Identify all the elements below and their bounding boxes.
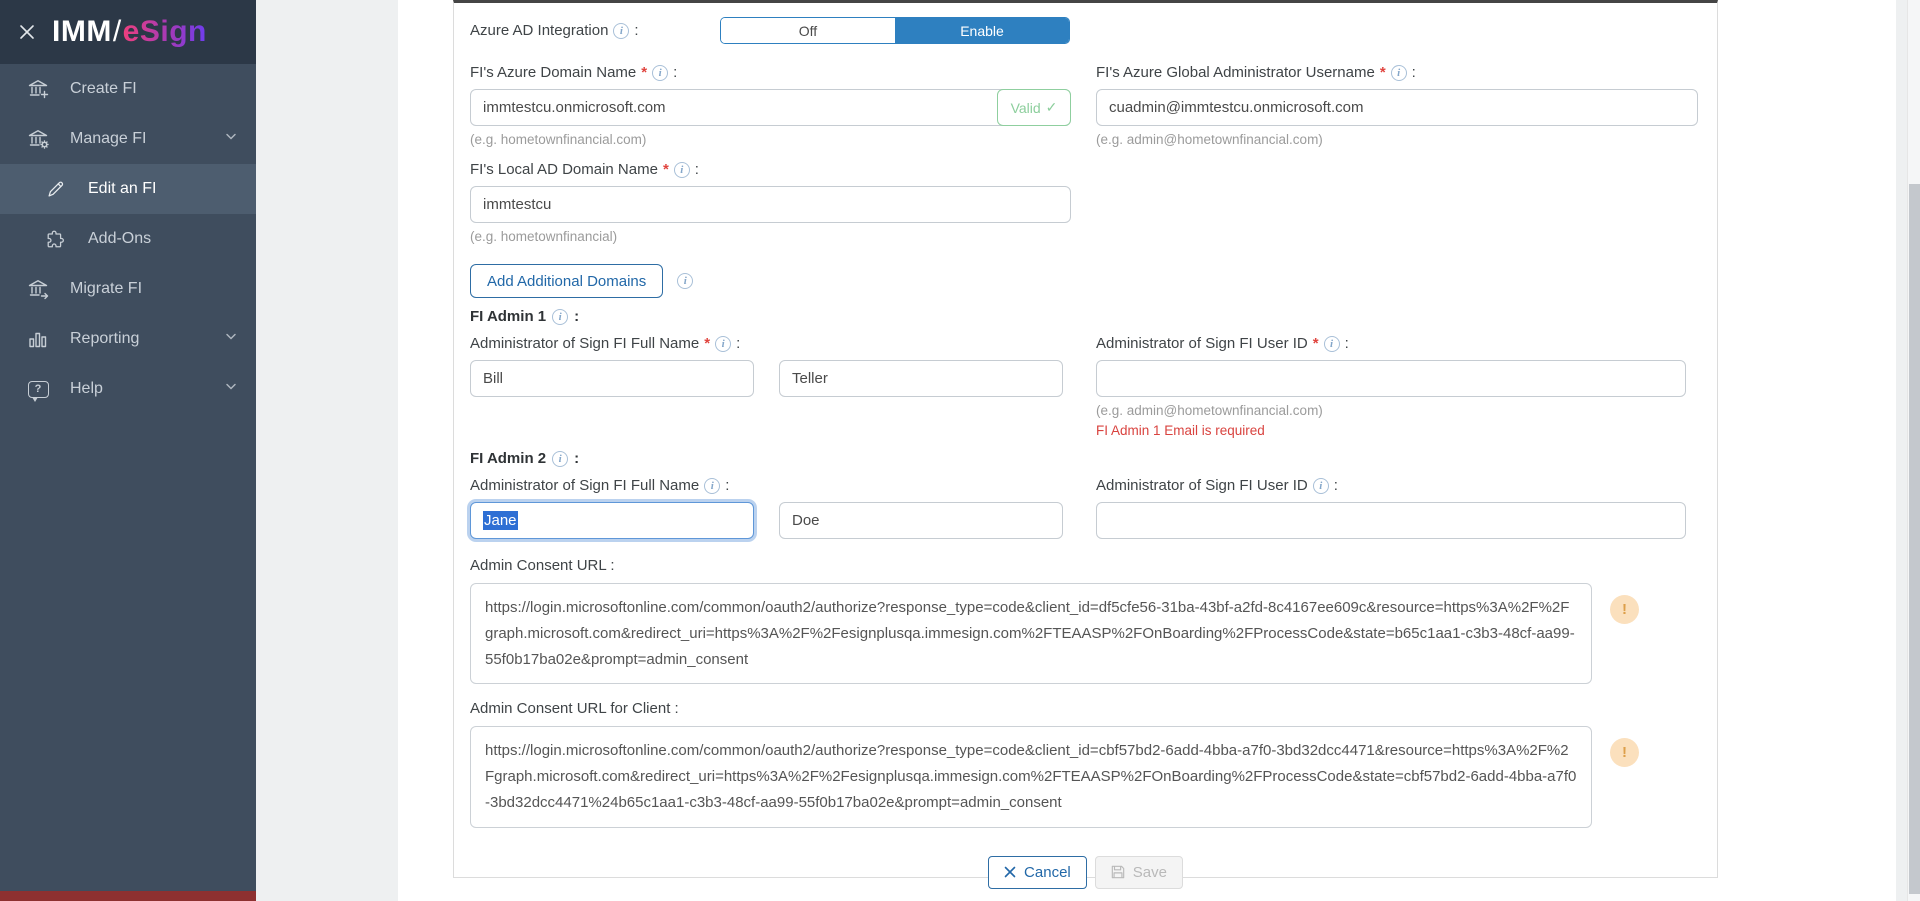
close-sidebar-icon[interactable] (18, 23, 36, 41)
admin-consent-url-client-box[interactable]: https://login.microsoftonline.com/common/oauth2/authorize?response_type=code&client_id=cbf57bd2-6add-4bba-a7f0-3bd32dcc4471&resource=https%3A%2F%2Fgraph.microsoft.com&redirect_uri=https%3A%2F%2Fesignplusqa.immesign.com%2FTEAASP%2FOnBoarding%2FProcessCode&state=cbf57bd2-6add-4bba-a7f0-3bd32dcc4471%24b65c1aa1-c3b3-48cf-aa99-55f0b17ba02e&prompt=admin_consent (470, 726, 1592, 827)
add-domains-row (470, 264, 1701, 298)
toggle-off-button[interactable]: Off (721, 18, 895, 43)
toggle-enable-button[interactable]: Enable (895, 18, 1069, 43)
info-icon[interactable]: i (552, 451, 568, 467)
puzzle-icon (44, 227, 68, 251)
local-ad-domain-helper: (e.g. hometownfinancial) (470, 229, 618, 244)
admin2-userid-label: Administrator of Sign FI User ID i : (1096, 477, 1338, 494)
info-icon[interactable]: i (1313, 478, 1329, 494)
info-icon[interactable]: i (677, 273, 693, 289)
sidebar-header (0, 0, 256, 64)
admin1-email-error: FI Admin 1 Email is required (1096, 423, 1265, 438)
azure-domain-row (470, 64, 1701, 147)
admin1-last-name-input[interactable] (779, 360, 1063, 397)
question-glyph: ? (34, 383, 42, 395)
admin2-userid-input[interactable] (1096, 502, 1686, 539)
save-floppy-icon (1111, 865, 1125, 879)
sidebar (0, 0, 256, 891)
admin-consent-url-box[interactable]: https://login.microsoftonline.com/common/oauth2/authorize?response_type=code&client_id=df5cfe56-31ba-43bf-a2fd-8c4167ee609c&resource=https%3A%2F%2Fgraph.microsoft.com&redirect_uri=https%3A%2F%2Fesignplusqa.immesign.com%2FTEAASP%2FOnBoarding%2FProcessCode&state=b65c1aa1-c3b3-48cf-aa99-55f0b17ba02e&prompt=admin_consent (470, 583, 1592, 684)
admin1-first-name-input[interactable] (470, 360, 754, 397)
admin-consent-url-client-section (470, 700, 1701, 827)
bar-chart-icon (26, 327, 50, 351)
sidebar-item-label: Reporting (70, 330, 140, 347)
admin-consent-url-label: Admin Consent URL : (470, 557, 615, 574)
sidebar-item-edit-an-fi[interactable] (0, 164, 256, 214)
warning-icon[interactable]: ! (1610, 595, 1639, 624)
sidebar-item-label: Add-Ons (88, 230, 152, 247)
azure-ad-toggle (720, 17, 1070, 44)
admin1-userid-input[interactable] (1096, 360, 1686, 397)
cancel-x-icon (1004, 866, 1016, 878)
azure-admin-username-helper: (e.g. admin@hometownfinancial.com) (1096, 132, 1323, 147)
admin-consent-url-client-label: Admin Consent URL for Client : (470, 700, 679, 718)
pencil-icon (44, 177, 68, 201)
fi-admin2-row (470, 477, 1701, 539)
sidebar-bottom-bar (0, 891, 256, 901)
sidebar-item-help[interactable] (0, 364, 256, 414)
admin2-fullname-label: Administrator of Sign FI Full Name i : (470, 477, 730, 494)
help-bubble-icon (26, 377, 50, 401)
azure-admin-username-input[interactable] (1096, 89, 1698, 126)
info-icon[interactable]: i (652, 65, 668, 81)
logo-slash: / (112, 15, 122, 48)
chevron-down-icon (224, 380, 238, 399)
warning-icon[interactable]: ! (1610, 738, 1639, 767)
sidebar-item-migrate-fi[interactable] (0, 264, 256, 314)
local-ad-domain-label: FI's Local AD Domain Name * i : (470, 161, 699, 178)
admin1-userid-label: Administrator of Sign FI User ID * i : (1096, 335, 1349, 352)
info-icon[interactable]: i (674, 162, 690, 178)
azure-domain-input[interactable] (470, 89, 1071, 126)
logo-esign: eSign (122, 15, 207, 48)
bank-gear-icon (26, 127, 50, 151)
local-ad-domain-input[interactable] (470, 186, 1071, 223)
azure-ad-integration-row (470, 17, 1701, 44)
local-ad-domain-row (470, 161, 1701, 244)
sidebar-item-label: Create FI (70, 80, 137, 97)
sidebar-item-add-ons[interactable] (0, 214, 256, 264)
sidebar-item-reporting[interactable] (0, 314, 256, 364)
logo-imm: IMM (52, 15, 112, 48)
scrollbar-thumb[interactable] (1909, 184, 1920, 894)
admin2-first-name-input[interactable] (470, 502, 754, 539)
sidebar-item-label: Migrate FI (70, 280, 143, 297)
azure-domain-helper: (e.g. hometownfinancial.com) (470, 132, 647, 147)
bank-arrow-icon (26, 277, 50, 301)
selected-text: Jane (484, 512, 517, 529)
info-icon[interactable]: i (704, 478, 720, 494)
fi-admin1-row (470, 335, 1701, 438)
fi-admin1-heading: FI Admin 1 i : (470, 308, 580, 325)
sidebar-item-manage-fi[interactable] (0, 114, 256, 164)
chevron-down-icon (224, 130, 238, 149)
add-additional-domains-button[interactable]: Add Additional Domains (470, 264, 663, 298)
admin-consent-url-section (470, 557, 1701, 684)
bank-plus-icon (26, 77, 50, 101)
admin2-last-name-input[interactable] (779, 502, 1063, 539)
info-icon[interactable]: i (715, 336, 731, 352)
form-actions (470, 856, 1701, 889)
chevron-down-icon (224, 330, 238, 349)
info-icon[interactable]: i (613, 23, 629, 39)
admin1-fullname-label: Administrator of Sign FI Full Name * i : (470, 335, 741, 352)
admin1-userid-helper: (e.g. admin@hometownfinancial.com) (1096, 403, 1323, 418)
sidebar-item-create-fi[interactable] (0, 64, 256, 114)
sidebar-menu (0, 64, 256, 414)
valid-status-badge: Valid ✓ (997, 89, 1071, 126)
info-icon[interactable]: i (1324, 336, 1340, 352)
save-button[interactable]: Save (1095, 856, 1183, 889)
fi-admin2-heading: FI Admin 2 i : (470, 450, 580, 467)
edit-fi-form-card (453, 0, 1718, 881)
app-logo (52, 15, 207, 49)
azure-admin-username-label: FI's Azure Global Administrator Username * i : (1096, 64, 1416, 81)
check-icon: ✓ (1045, 99, 1058, 115)
sidebar-item-label: Edit an FI (88, 180, 157, 197)
azure-domain-label: FI's Azure Domain Name * i : (470, 64, 678, 81)
sidebar-item-label: Manage FI (70, 130, 147, 147)
info-icon[interactable]: i (1391, 65, 1407, 81)
vertical-scrollbar[interactable] (1907, 0, 1920, 901)
sidebar-item-label: Help (70, 380, 103, 397)
cancel-button[interactable]: Cancel (988, 856, 1087, 889)
info-icon[interactable]: i (552, 309, 568, 325)
azure-ad-integration-label: Azure AD Integration i : (470, 22, 639, 39)
